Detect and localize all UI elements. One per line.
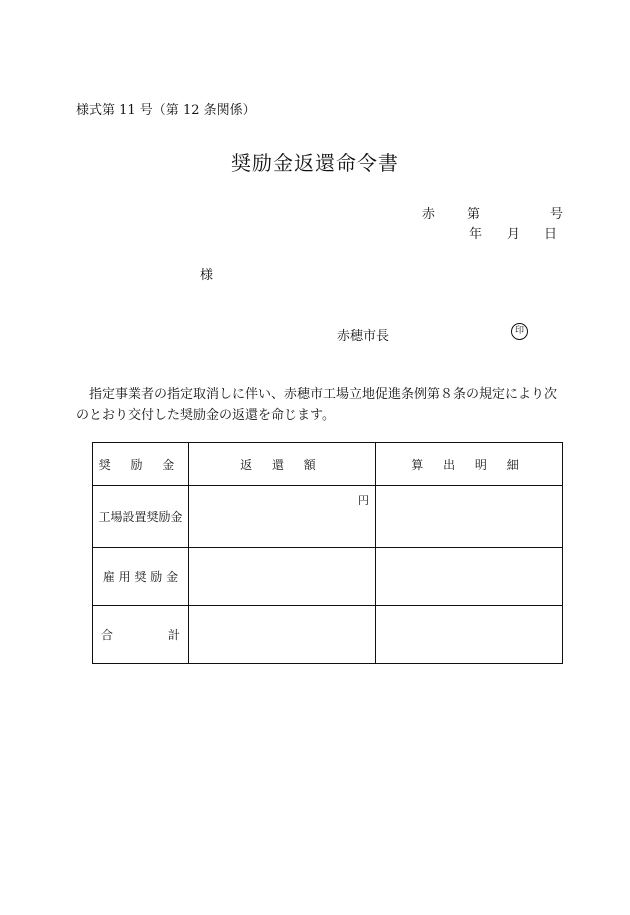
table-row-total bbox=[93, 606, 563, 664]
addressee-suffix: 様 bbox=[200, 268, 214, 283]
reference-prefix: 赤 bbox=[422, 207, 436, 222]
row-label-total bbox=[93, 606, 189, 664]
total-label-right: 計 bbox=[167, 628, 180, 642]
date-month-label: 月 bbox=[507, 227, 521, 242]
refund-table bbox=[92, 442, 563, 664]
total-label-left: 合 bbox=[101, 628, 114, 642]
header-subsidy: 奨 励 金 bbox=[93, 443, 189, 486]
table-row bbox=[93, 486, 563, 548]
calculation-cell[interactable] bbox=[376, 606, 563, 664]
header-refund-amount: 返 還 額 bbox=[189, 443, 376, 486]
refund-amount-cell[interactable] bbox=[189, 606, 376, 664]
table-row bbox=[93, 548, 563, 606]
row-label-factory-subsidy: 工場設置奨励金 bbox=[93, 486, 189, 548]
document-title: 奨励金返還命令書 bbox=[231, 151, 399, 175]
issuer-name: 赤穂市長 bbox=[337, 329, 390, 344]
date-year-label: 年 bbox=[469, 227, 483, 242]
body-paragraph: 指定事業者の指定取消しに伴い、赤穂市工場立地促進条例第８条の規定により次のとおり交付した奨励金の返還を命じます。 bbox=[76, 387, 558, 423]
seal-mark: 印 bbox=[511, 323, 528, 340]
header-calculation-details: 算 出 明 細 bbox=[376, 443, 563, 486]
refund-amount-cell[interactable] bbox=[189, 548, 376, 606]
reference-go: 号 bbox=[550, 207, 564, 222]
yen-unit: 円 bbox=[358, 494, 369, 507]
reference-dai: 第 bbox=[467, 207, 481, 222]
refund-amount-cell[interactable] bbox=[189, 486, 376, 548]
calculation-cell[interactable] bbox=[376, 486, 563, 548]
date-day-label: 日 bbox=[544, 227, 558, 242]
calculation-cell[interactable] bbox=[376, 548, 563, 606]
row-label-employment-subsidy: 雇 用 奨 励 金 bbox=[93, 548, 189, 606]
table-header-row bbox=[93, 443, 563, 486]
form-number: 様式第 11 号（第 12 条関係） bbox=[76, 103, 256, 118]
